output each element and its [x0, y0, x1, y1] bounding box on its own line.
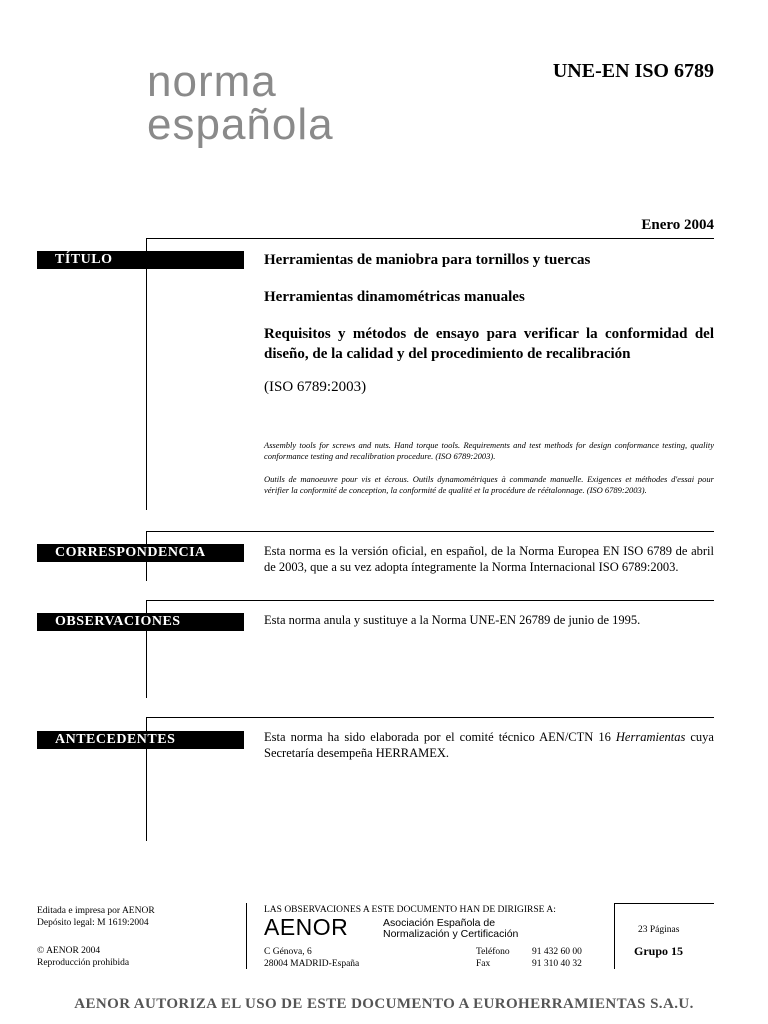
- association-line-1: Asociación Española de: [383, 917, 496, 929]
- standard-code: UNE-EN ISO 6789: [552, 60, 714, 82]
- authorization-notice: AENOR AUTORIZA EL USO DE ESTE DOCUMENTO A EUROHERRAMIENTAS S.A.U.: [74, 996, 694, 1012]
- brand-line-2: española: [147, 100, 334, 149]
- footer-rule-right: [614, 903, 714, 904]
- section-rule-titulo: [146, 238, 714, 239]
- brand-title: [147, 57, 334, 149]
- edited-by: Editada e impresa por AENOR: [37, 906, 155, 916]
- association-line-2: Normalización y Certificación: [383, 928, 519, 940]
- city: 28004 MADRID-España: [264, 959, 360, 969]
- footer-divider-left: [246, 903, 247, 969]
- street: C Génova, 6: [264, 947, 312, 957]
- section-label-observaciones: OBSERVACIONES: [37, 613, 244, 631]
- english-title: Assembly tools for screws and nuts. Hand torque tools. Requirements and test methods for design conformance testing, quality conformance testing and recalibration procedure. (ISO 6789:2003).: [264, 440, 714, 461]
- iso-reference: (ISO 6789:2003): [264, 379, 367, 395]
- contact-labels: [476, 946, 510, 970]
- aenor-logo: AENOR: [264, 914, 349, 940]
- brand-line-1: norma: [147, 57, 277, 106]
- section-rule-antecedentes: [146, 717, 714, 718]
- antecedentes-text: [264, 729, 714, 761]
- fax-number: 91 310 40 32: [532, 959, 582, 969]
- title-sub: Herramientas dinamométricas manuales: [264, 289, 525, 305]
- antecedentes-text-end: cuya Secretaría desempeña HERRAMEX.: [264, 730, 714, 760]
- footer-divider-right: [614, 903, 615, 969]
- association-name: [383, 918, 518, 940]
- section-label-correspondencia: CORRESPONDENCIA: [37, 544, 244, 562]
- copyright: © AENOR 2004: [37, 946, 101, 956]
- correspondencia-text: Esta norma es la versión oficial, en español, de la Norma Europea EN ISO 6789 de abril de 2003, que a su vez adopta íntegramente la Norma Internacional ISO 6789:2003.: [264, 544, 714, 574]
- section-label-titulo: TÍTULO: [37, 251, 244, 269]
- title-main: Herramientas de maniobra para tornillos y tuercas: [264, 252, 591, 268]
- phone-number: 91 432 60 00: [532, 947, 582, 957]
- french-title: Outils de manoeuvre pour vis et écrous. Outils dynamométriques à commande manuelle. Exigences et méthodes d'essai pour vérifier la conformité de conception, la conformité de qualité et la procédure de réétalonnage. (ISO 6789:2003).: [264, 474, 714, 495]
- section-vrule-titulo: [146, 238, 147, 510]
- contact-values: [532, 946, 582, 970]
- reproduction-notice: Reproducción prohibida: [37, 958, 130, 968]
- phone-label: Teléfono: [476, 947, 510, 957]
- legal-deposit: Depósito legal: M 1619:2004: [37, 918, 149, 928]
- publication-date: Enero 2004: [641, 217, 714, 233]
- page-count: 23 Páginas: [638, 925, 680, 935]
- price-group: Grupo 15: [634, 944, 684, 958]
- title-detail: Requisitos y métodos de ensayo para verificar la conformidad del diseño, de la calidad y del procedimiento de recalibración: [264, 326, 714, 362]
- antecedentes-text-start: Esta norma ha sido elaborada por el comité técnico AEN/CTN 16: [264, 730, 616, 744]
- section-label-antecedentes: ANTECEDENTES: [37, 731, 244, 749]
- address: [264, 946, 359, 970]
- committee-name: Herramientas: [615, 730, 686, 744]
- edition-info: [37, 905, 155, 929]
- copyright-info: [37, 945, 129, 969]
- section-rule-correspondencia: [146, 531, 714, 532]
- section-rule-observaciones: [146, 600, 714, 601]
- observaciones-text: Esta norma anula y sustituye a la Norma UNE-EN 26789 de junio de 1995.: [264, 613, 641, 627]
- fax-label: Fax: [476, 959, 491, 969]
- observations-note: LAS OBSERVACIONES A ESTE DOCUMENTO HAN DE DIRIGIRSE A:: [264, 905, 556, 915]
